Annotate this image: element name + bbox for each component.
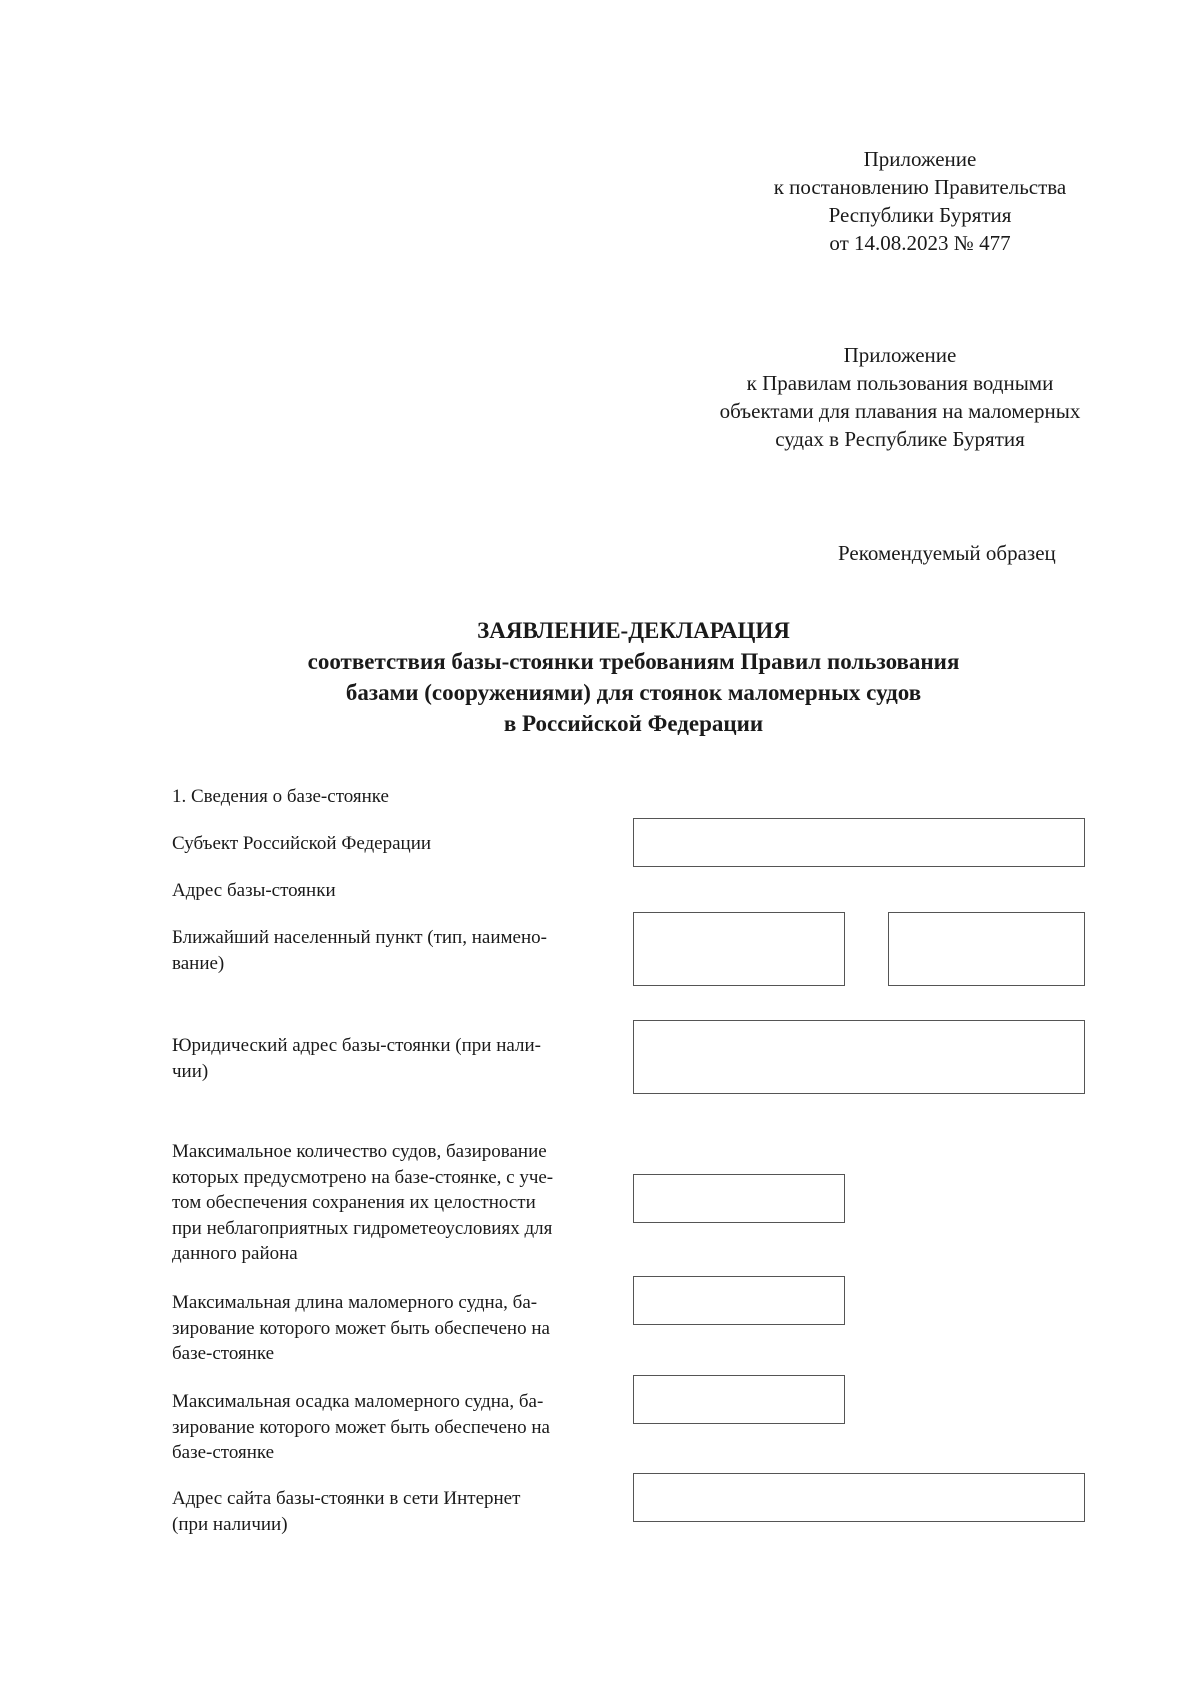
appendix-line: к Правилам пользования водными bbox=[746, 371, 1054, 395]
appendix-header-rules bbox=[680, 341, 1120, 453]
subject-label: Субъект Российской Федерации bbox=[172, 833, 432, 854]
locality-name-field[interactable] bbox=[888, 912, 1085, 986]
website-label: Адрес сайта базы-стоянки в сети Интернет (при наличии) bbox=[172, 1488, 521, 1535]
title-line: базами (сооружениями) для стоянок маломерных судов bbox=[345, 680, 922, 705]
locality-label: Ближайший населенный пункт (тип, наимено- вание) bbox=[172, 927, 547, 974]
appendix-line: Приложение bbox=[863, 147, 977, 171]
appendix-header-resolution bbox=[720, 145, 1120, 257]
locality-type-field[interactable] bbox=[633, 912, 845, 986]
max-draft-label: Максимальная осадка маломерного судна, ба- зирование которого может быть обеспечено на базе-стоянке bbox=[172, 1391, 550, 1463]
appendix-line: Приложение bbox=[843, 343, 957, 367]
appendix-line: Республики Бурятия bbox=[828, 203, 1012, 227]
appendix-line: судах в Республике Бурятия bbox=[775, 427, 1025, 451]
appendix-line: к постановлению Правительства bbox=[773, 175, 1067, 199]
sample-note: Рекомендуемый образец bbox=[838, 541, 1056, 565]
legal-address-label: Юридический адрес базы-стоянки (при нали- чии) bbox=[172, 1035, 541, 1082]
max-draft-field[interactable] bbox=[633, 1375, 845, 1424]
subject-field[interactable] bbox=[633, 818, 1085, 867]
max-length-field[interactable] bbox=[633, 1276, 845, 1325]
max-vessels-field[interactable] bbox=[633, 1174, 845, 1223]
title-line: соответствия базы-стоянки требованиям Правил пользования bbox=[307, 649, 960, 674]
max-length-label: Максимальная длина маломерного судна, ба- зирование которого может быть обеспечено на базе-стоянке bbox=[172, 1292, 550, 1364]
address-label: Адрес базы-стоянки bbox=[172, 880, 336, 901]
section-1-heading: 1. Сведения о базе-стоянке bbox=[172, 786, 389, 807]
appendix-line: от 14.08.2023 № 477 bbox=[829, 231, 1011, 255]
legal-address-field[interactable] bbox=[633, 1020, 1085, 1094]
title-line: в Российской Федерации bbox=[503, 711, 764, 736]
document-title bbox=[0, 615, 1200, 739]
max-vessels-label: Максимальное количество судов, базирование которых предусмотрено на базе-стоянке, с уче- том обеспечения сохранения их целостности при неблагоприятных гидрометеоусловиях для данного района bbox=[172, 1141, 554, 1264]
website-field[interactable] bbox=[633, 1473, 1085, 1522]
title-line: ЗАЯВЛЕНИЕ-ДЕКЛАРАЦИЯ bbox=[477, 618, 790, 643]
appendix-line: объектами для плавания на маломерных bbox=[719, 399, 1081, 423]
